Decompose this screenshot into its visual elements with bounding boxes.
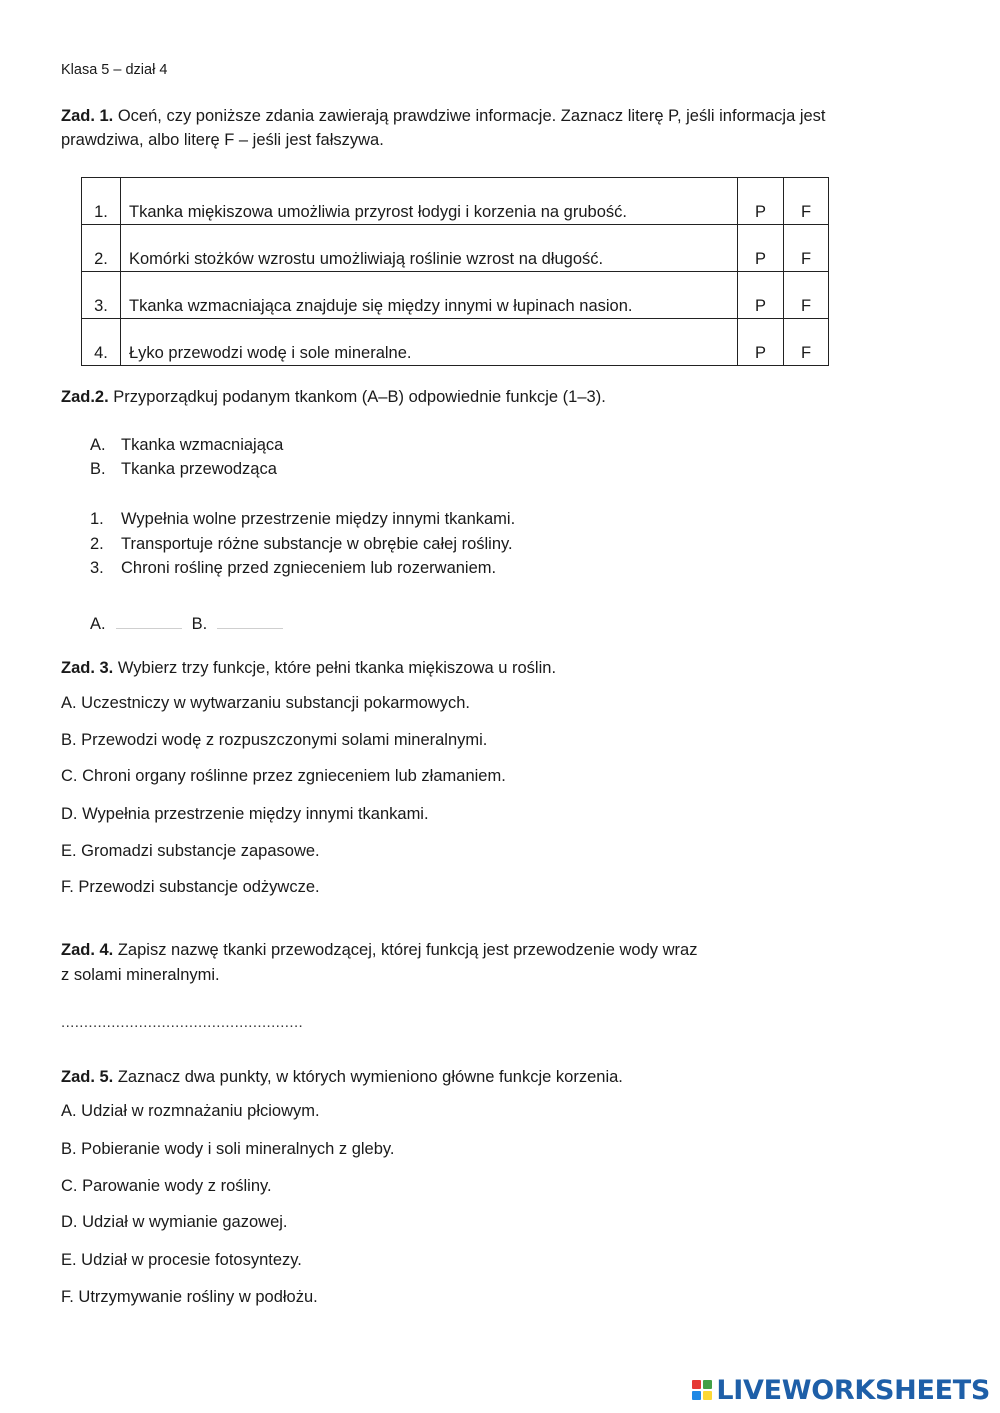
answer-false-option[interactable]: F xyxy=(784,225,829,272)
row-number: 3. xyxy=(82,272,121,319)
task3-label: Zad. 3. xyxy=(61,659,114,677)
function-text: Wypełnia wolne przestrzenie między innymi tkankami. xyxy=(121,510,516,528)
function-number: 3. xyxy=(90,559,104,577)
task3-instruction xyxy=(61,656,556,680)
task5-option[interactable]: F. Utrzymywanie rośliny w podłożu. xyxy=(61,1288,318,1306)
answer-true-option[interactable]: P xyxy=(738,272,784,319)
answer-b-input[interactable] xyxy=(217,608,283,629)
logo-grid-icon xyxy=(692,1380,712,1400)
function-text: Chroni roślinę przed zgnieceniem lub rozerwaniem. xyxy=(121,559,497,577)
answer-a-input[interactable] xyxy=(116,608,182,629)
task1-text-line1: Oceń, czy poniższe zdania zawierają prawdziwe informacje. Zaznacz literę P, jeśli informacja jest xyxy=(113,107,826,125)
row-statement: Łyko przewodzi wodę i sole mineralne. xyxy=(121,319,738,366)
table-row xyxy=(82,272,829,319)
task5-label: Zad. 5. xyxy=(61,1068,114,1086)
task5-option[interactable]: D. Udział w wymianie gazowej. xyxy=(61,1213,288,1231)
task4-text-line1: Zapisz nazwę tkanki przewodzącej, której funkcją jest przewodzenie wody wraz xyxy=(113,941,698,959)
task1-label: Zad. 1. xyxy=(61,107,114,125)
task2-label: Zad.2. xyxy=(61,388,109,406)
table-row xyxy=(82,225,829,272)
task3-option[interactable]: D. Wypełnia przestrzenie między innymi tkankami. xyxy=(61,805,429,823)
task5-option[interactable]: C. Parowanie wody z rośliny. xyxy=(61,1177,272,1195)
answer-b-label: B. xyxy=(191,615,208,633)
task3-option[interactable]: C. Chroni organy roślinne przez zgnieceniem lub złamaniem. xyxy=(61,767,506,785)
row-statement: Tkanka wzmacniająca znajduje się między innymi w łupinach nasion. xyxy=(121,272,738,319)
answer-false-option[interactable]: F xyxy=(784,272,829,319)
task5-text: Zaznacz dwa punkty, w których wymieniono główne funkcje korzenia. xyxy=(113,1068,623,1086)
task4-instruction xyxy=(61,938,697,962)
row-number: 2. xyxy=(82,225,121,272)
task2-answer-row xyxy=(90,608,293,634)
answer-a-label: A. xyxy=(90,615,106,633)
answer-false-option[interactable]: F xyxy=(784,319,829,366)
table-row xyxy=(82,178,829,225)
task3-option[interactable]: F. Przewodzi substancje odżywcze. xyxy=(61,878,320,896)
answer-true-option[interactable]: P xyxy=(738,225,784,272)
answer-true-option[interactable]: P xyxy=(738,178,784,225)
task2-text: Przyporządkuj podanym tkankom (A–B) odpowiednie funkcje (1–3). xyxy=(108,388,606,406)
task5-option[interactable]: E. Udział w procesie fotosyntezy. xyxy=(61,1251,302,1269)
task4-instruction-line2: z solami mineralnymi. xyxy=(61,966,220,984)
table-row xyxy=(82,319,829,366)
page-header: Klasa 5 – dział 4 xyxy=(61,62,168,78)
tissue-item xyxy=(90,436,106,455)
row-number: 4. xyxy=(82,319,121,366)
liveworksheets-logo xyxy=(692,1373,990,1407)
task5-option[interactable]: B. Pobieranie wody i soli mineralnych z gleby. xyxy=(61,1140,395,1158)
task2-instruction xyxy=(61,385,606,409)
logo-text: LIVEWORKSHEETS xyxy=(716,1374,990,1406)
task3-option[interactable]: E. Gromadzi substancje zapasowe. xyxy=(61,842,320,860)
task3-text: Wybierz trzy funkcje, które pełni tkanka miękiszowa u roślin. xyxy=(113,659,557,677)
task3-option[interactable]: A. Uczestniczy w wytwarzaniu substancji pokarmowych. xyxy=(61,694,470,712)
function-number: 2. xyxy=(90,535,104,553)
tissue-item xyxy=(90,460,106,479)
tissue-text: Tkanka wzmacniająca xyxy=(121,436,284,454)
answer-true-option[interactable]: P xyxy=(738,319,784,366)
tissue-letter: B. xyxy=(90,460,106,478)
logo-square-icon xyxy=(703,1391,712,1400)
tissue-letter: A. xyxy=(90,436,106,454)
function-number: 1. xyxy=(90,510,104,528)
task1-instruction-line2: prawdziwa, albo literę F – jeśli jest fałszywa. xyxy=(61,131,384,149)
task5-option[interactable]: A. Udział w rozmnażaniu płciowym. xyxy=(61,1102,320,1120)
row-statement: Komórki stożków wzrostu umożliwiają roślinie wzrost na długość. xyxy=(121,225,738,272)
row-number: 1. xyxy=(82,178,121,225)
task5-instruction xyxy=(61,1065,623,1089)
task4-answer-field[interactable]: ..................................................... xyxy=(61,1014,304,1031)
function-text: Transportuje różne substancje w obrębie całej rośliny. xyxy=(121,535,513,553)
answer-false-option[interactable]: F xyxy=(784,178,829,225)
row-statement: Tkanka miękiszowa umożliwia przyrost łodygi i korzenia na grubość. xyxy=(121,178,738,225)
task4-label: Zad. 4. xyxy=(61,941,114,959)
logo-square-icon xyxy=(703,1380,712,1389)
tissue-text: Tkanka przewodząca xyxy=(121,460,277,478)
task3-option[interactable]: B. Przewodzi wodę z rozpuszczonymi solami mineralnymi. xyxy=(61,731,488,749)
logo-square-icon xyxy=(692,1380,701,1389)
true-false-table xyxy=(81,177,829,366)
logo-square-icon xyxy=(692,1391,701,1400)
task1-instruction xyxy=(61,104,826,128)
